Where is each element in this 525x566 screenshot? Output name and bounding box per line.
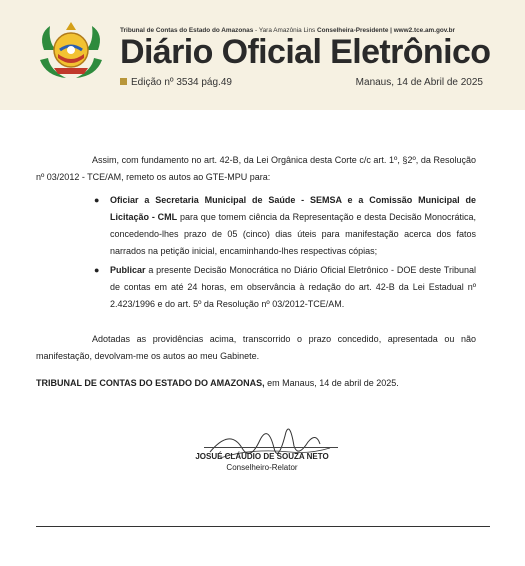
edition-square-icon (120, 78, 127, 85)
closing-place-date: em Manaus, 14 de abril de 2025. (264, 378, 399, 388)
bullet-icon: ● (94, 195, 100, 205)
document-body (36, 152, 476, 365)
list-item (36, 262, 476, 313)
signer-role: Conselheiro-Relator (226, 463, 298, 472)
signature-line (204, 447, 338, 448)
paragraph-conclusion: Adotadas as providências acima, transcorrido o prazo concedido, apresentada ou não manifestação, devolvam-me os autos ao meu Gabinete. (36, 334, 476, 361)
edition-text: Edição nº 3534 pág.49 (131, 77, 232, 88)
item-text: a presente Decisão Monocrática no Diário Oficial Eletrônico - DOE deste Tribunal de contas em até 24 horas, em observância à redação do art. 42-B da Lei Estadual nº 2.423/1996 e do art. 5º da Resolução nº 03/2012-TCE/AM. (110, 265, 476, 309)
footer-divider (36, 526, 490, 527)
item-bold: Publicar (110, 265, 146, 275)
masthead (0, 0, 525, 110)
publication-title: Diário Oficial Eletrônico (120, 33, 491, 71)
publication-date: Manaus, 14 de Abril de 2025 (355, 77, 483, 88)
org-name: Tribunal de Contas do Estado do Amazonas (120, 27, 254, 34)
item-text: para que tomem ciência da Representação e desta Decisão Monocrática, concedendo-lhes prazo de 05 (cinco) dias úteis para manifestação acerca dos fatos narrados na petição inicial, encaminhando-lhes respectivas cópias; (110, 212, 476, 256)
bullet-icon: ● (94, 265, 100, 275)
site-url: | www2.tce.am.gov.br (388, 27, 456, 34)
list-item (36, 192, 476, 260)
item-bold: Oficiar a Secretaria Municipal de Saúde - SEMSA e a Comissão Municipal de Licitação - CML (110, 195, 476, 222)
president-label: Conselheira-Presidente (316, 27, 389, 34)
closing-line (36, 375, 486, 392)
motto-text: - Yara Amazônia Lins (253, 27, 317, 34)
signer-name: JOSUÉ CLÁUDIO DE SOUZA NETO (195, 452, 329, 461)
paragraph-intro: Assim, com fundamento no art. 42-B, da Lei Orgânica desta Corte c/c art. 1º, §2º, da Resolução nº 03/2012 - TCE/AM, remeto os autos ao GTE-MPU para: (36, 155, 476, 182)
closing-org: TRIBUNAL DE CONTAS DO ESTADO DO AMAZONAS, (36, 378, 265, 388)
action-list (36, 192, 476, 313)
edition-info (120, 77, 232, 88)
coat-of-arms-icon (36, 20, 106, 82)
